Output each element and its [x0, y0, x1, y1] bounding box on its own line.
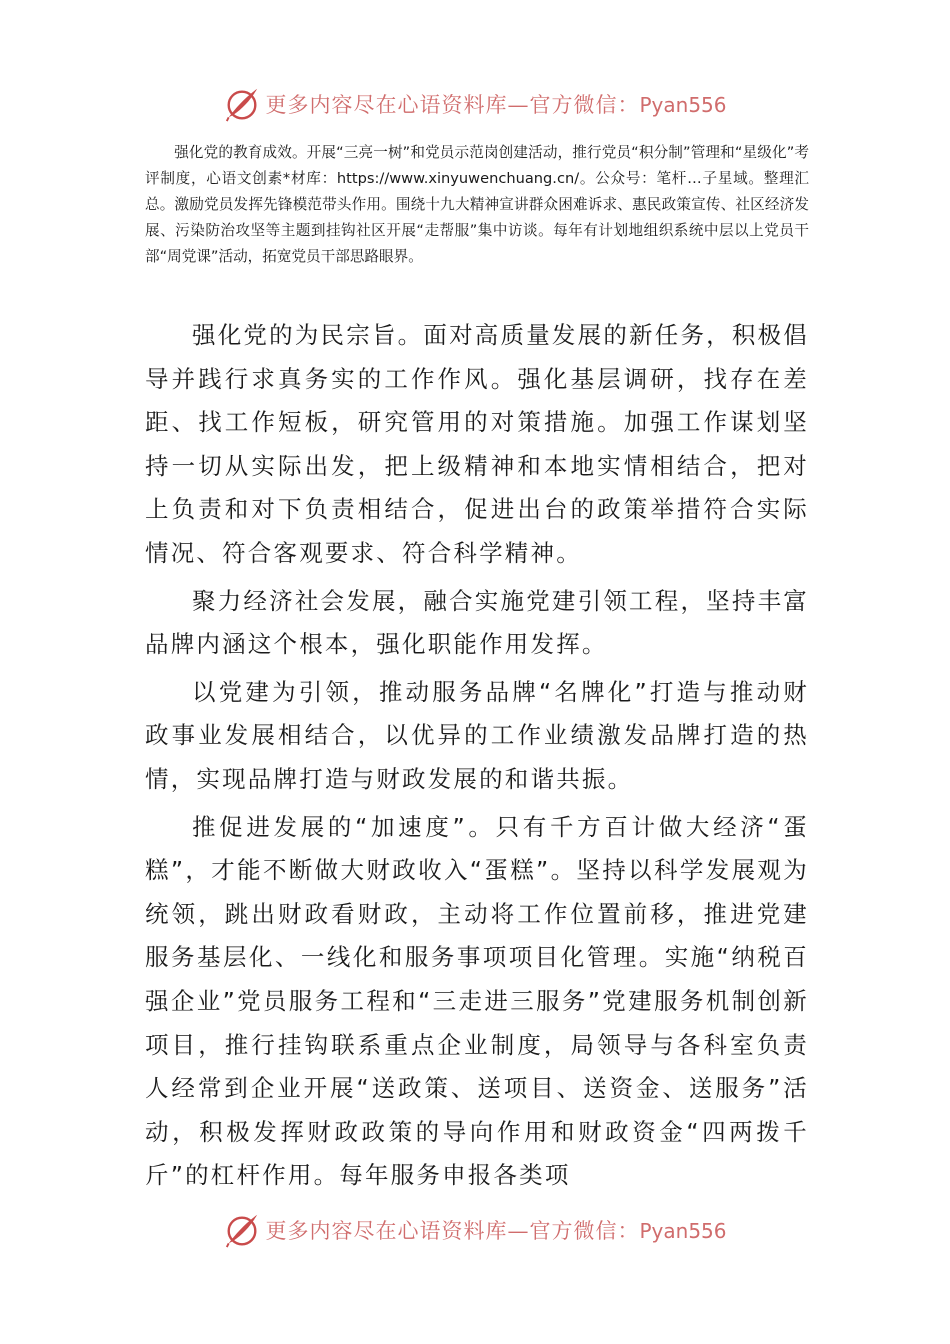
document-body	[145, 314, 809, 1202]
body-paragraph: 聚力经济社会发展，融合实施党建引领工程，坚持丰富品牌内涵这个根本，强化职能作用发挥。	[145, 586, 809, 659]
quill-pen-logo-icon	[223, 1211, 261, 1249]
banner-text	[265, 89, 726, 119]
banner-main-text: 更多内容尽在心语资料库—官方微信：	[265, 1219, 640, 1243]
quill-pen-logo-icon	[223, 85, 261, 123]
banner-main-text: 更多内容尽在心语资料库—官方微信：	[265, 93, 640, 117]
header-banner	[0, 84, 950, 124]
footer-banner	[0, 1210, 950, 1250]
body-paragraph: 推促进发展的“加速度”。只有千方百计做大经济“蛋糕”，才能不断做大财政收入“蛋糕”。坚持以科学发展观为统领，跳出财政看财政，主动将工作位置前移，推进党建服务基层化、一线化和服务事项项目化管理。实施“纳税百强企业”党员服务工程和“三走进三服务”党建服务机制创新项目，推行挂钩联系重点企业制度，局领导与各科室负责人经常到企业开展“送政策、送项目、送资金、送服务”活动，积极发挥财政政策的导向作用和财政资金“四两拨千斤”的杠杆作用。每年服务申报各类项	[145, 812, 809, 1190]
banner-wechat-id: Pyan556	[639, 93, 727, 117]
body-paragraph: 强化党的为民宗旨。面对高质量发展的新任务，积极倡导并践行求真务实的工作作风。强化基层调研，找存在差距、找工作短板，研究管用的对策措施。加强工作谋划坚持一切从实际出发，把上级精神和本地实情相结合，把对上负责和对下负责相结合，促进出台的政策举措符合实际情况、符合客观要求、符合科学精神。	[145, 321, 809, 567]
banner-text	[265, 1215, 726, 1245]
banner-wechat-id: Pyan556	[639, 1219, 727, 1243]
body-paragraph: 以党建为引领，推动服务品牌“名牌化”打造与推动财政事业发展相结合，以优异的工作业绩激发品牌打造的热情，实现品牌打造与财政发展的和谐共振。	[145, 677, 809, 793]
small-paragraph: 强化党的教育成效。开展“三亮一树”和党员示范岗创建活动，推行党员“积分制”管理和“星级化”考评制度，心语文创素*材库：https://www.xinyuwenchuang.cn/。公众号：笔杆…子星域。整理汇总。激励党员发挥先锋模范带头作用。围绕十九大精神宣讲群众困难诉求、惠民政策宣传、社区经济发展、污染防治攻坚等主题到挂钩社区开展“走帮服”集中访谈。每年有计划地组织系统中层以上党员干部“周党课”活动，拓宽党员干部思路眼界。	[145, 144, 809, 265]
